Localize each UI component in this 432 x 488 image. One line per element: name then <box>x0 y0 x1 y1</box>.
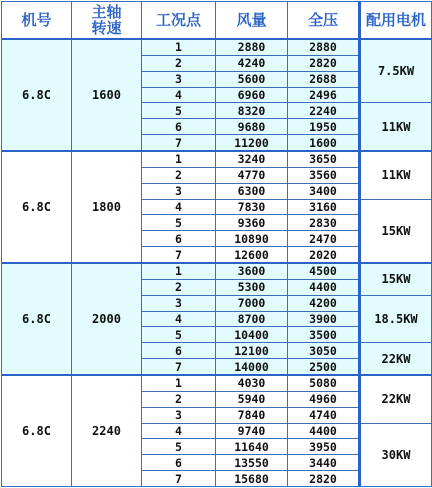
motor-cell: 11KW <box>360 151 432 199</box>
point-cell: 7 <box>142 471 216 487</box>
pressure-cell: 3900 <box>288 311 360 327</box>
header-motor: 配用电机 <box>360 2 432 40</box>
pressure-cell: 3050 <box>288 343 360 359</box>
point-cell: 7 <box>142 135 216 151</box>
header-speed-line1: 主轴 <box>91 3 122 21</box>
pressure-cell: 2500 <box>288 359 360 375</box>
pressure-cell: 2470 <box>288 231 360 247</box>
pressure-cell: 3440 <box>288 455 360 471</box>
motor-cell: 7.5KW <box>360 39 432 103</box>
point-cell: 1 <box>142 151 216 167</box>
airflow-cell: 6960 <box>216 87 288 103</box>
pressure-cell: 3650 <box>288 151 360 167</box>
table-row <box>2 375 432 391</box>
airflow-cell: 7830 <box>216 199 288 215</box>
airflow-cell: 11200 <box>216 135 288 151</box>
point-cell: 2 <box>142 167 216 183</box>
airflow-cell: 5940 <box>216 391 288 407</box>
group-1600 <box>2 39 432 151</box>
point-cell: 6 <box>142 455 216 471</box>
point-cell: 5 <box>142 215 216 231</box>
group-1800 <box>2 151 432 263</box>
point-cell: 6 <box>142 119 216 135</box>
airflow-cell: 9740 <box>216 423 288 439</box>
table-row <box>2 263 432 279</box>
pressure-cell: 4400 <box>288 423 360 439</box>
point-cell: 7 <box>142 359 216 375</box>
model-cell: 6.8C <box>2 375 72 487</box>
pressure-cell: 4500 <box>288 263 360 279</box>
speed-cell: 2240 <box>72 375 142 487</box>
airflow-cell: 6300 <box>216 183 288 199</box>
header-model: 机号 <box>2 2 72 40</box>
pressure-cell: 1950 <box>288 119 360 135</box>
airflow-cell: 12100 <box>216 343 288 359</box>
pressure-cell: 3500 <box>288 327 360 343</box>
pressure-cell: 3400 <box>288 183 360 199</box>
table-row <box>2 151 432 167</box>
header-airflow: 风量 <box>216 2 288 40</box>
point-cell: 4 <box>142 199 216 215</box>
airflow-cell: 11640 <box>216 439 288 455</box>
motor-cell: 22KW <box>360 375 432 423</box>
point-cell: 5 <box>142 327 216 343</box>
airflow-cell: 4030 <box>216 375 288 391</box>
pressure-cell: 4400 <box>288 279 360 295</box>
pressure-cell: 2830 <box>288 215 360 231</box>
airflow-cell: 13550 <box>216 455 288 471</box>
fan-performance-table <box>1 1 432 487</box>
pressure-cell: 2240 <box>288 103 360 119</box>
point-cell: 4 <box>142 423 216 439</box>
speed-cell: 1800 <box>72 151 142 263</box>
motor-cell: 22KW <box>360 343 432 375</box>
point-cell: 6 <box>142 231 216 247</box>
header-row <box>2 2 432 40</box>
airflow-cell: 4770 <box>216 167 288 183</box>
airflow-cell: 5600 <box>216 71 288 87</box>
airflow-cell: 7840 <box>216 407 288 423</box>
pressure-cell: 3160 <box>288 199 360 215</box>
pressure-cell: 4200 <box>288 295 360 311</box>
airflow-cell: 10400 <box>216 327 288 343</box>
airflow-cell: 10890 <box>216 231 288 247</box>
airflow-cell: 5300 <box>216 279 288 295</box>
point-cell: 3 <box>142 71 216 87</box>
motor-cell: 30KW <box>360 423 432 486</box>
point-cell: 1 <box>142 263 216 279</box>
model-cell: 6.8C <box>2 39 72 151</box>
point-cell: 2 <box>142 279 216 295</box>
point-cell: 2 <box>142 391 216 407</box>
pressure-cell: 5080 <box>288 375 360 391</box>
point-cell: 5 <box>142 103 216 119</box>
airflow-cell: 8700 <box>216 311 288 327</box>
airflow-cell: 9360 <box>216 215 288 231</box>
airflow-cell: 4240 <box>216 55 288 71</box>
airflow-cell: 2880 <box>216 39 288 55</box>
speed-cell: 1600 <box>72 39 142 151</box>
airflow-cell: 8320 <box>216 103 288 119</box>
pressure-cell: 2880 <box>288 39 360 55</box>
table-row <box>2 39 432 55</box>
point-cell: 2 <box>142 55 216 71</box>
airflow-cell: 7000 <box>216 295 288 311</box>
pressure-cell: 3560 <box>288 167 360 183</box>
pressure-cell: 2820 <box>288 55 360 71</box>
point-cell: 6 <box>142 343 216 359</box>
pressure-cell: 4960 <box>288 391 360 407</box>
point-cell: 4 <box>142 311 216 327</box>
point-cell: 3 <box>142 407 216 423</box>
motor-cell: 15KW <box>360 263 432 295</box>
motor-cell: 11KW <box>360 103 432 151</box>
airflow-cell: 12600 <box>216 247 288 263</box>
pressure-cell: 2496 <box>288 87 360 103</box>
motor-cell: 18.5KW <box>360 295 432 343</box>
pressure-cell: 4740 <box>288 407 360 423</box>
pressure-cell: 3950 <box>288 439 360 455</box>
point-cell: 4 <box>142 87 216 103</box>
header-point: 工况点 <box>142 2 216 40</box>
airflow-cell: 14000 <box>216 359 288 375</box>
airflow-cell: 3600 <box>216 263 288 279</box>
speed-cell: 2000 <box>72 263 142 375</box>
model-cell: 6.8C <box>2 151 72 263</box>
pressure-cell: 1600 <box>288 135 360 151</box>
model-cell: 6.8C <box>2 263 72 375</box>
group-2000 <box>2 263 432 375</box>
point-cell: 3 <box>142 183 216 199</box>
point-cell: 3 <box>142 295 216 311</box>
motor-cell: 15KW <box>360 199 432 263</box>
airflow-cell: 15680 <box>216 471 288 487</box>
point-cell: 7 <box>142 247 216 263</box>
point-cell: 1 <box>142 39 216 55</box>
header-pressure: 全压 <box>288 2 360 40</box>
group-2240 <box>2 375 432 487</box>
airflow-cell: 9680 <box>216 119 288 135</box>
header-speed <box>72 2 142 40</box>
pressure-cell: 2020 <box>288 247 360 263</box>
airflow-cell: 3240 <box>216 151 288 167</box>
header-speed-line2: 转速 <box>91 19 122 37</box>
point-cell: 1 <box>142 375 216 391</box>
pressure-cell: 2688 <box>288 71 360 87</box>
pressure-cell: 2820 <box>288 471 360 487</box>
point-cell: 5 <box>142 439 216 455</box>
